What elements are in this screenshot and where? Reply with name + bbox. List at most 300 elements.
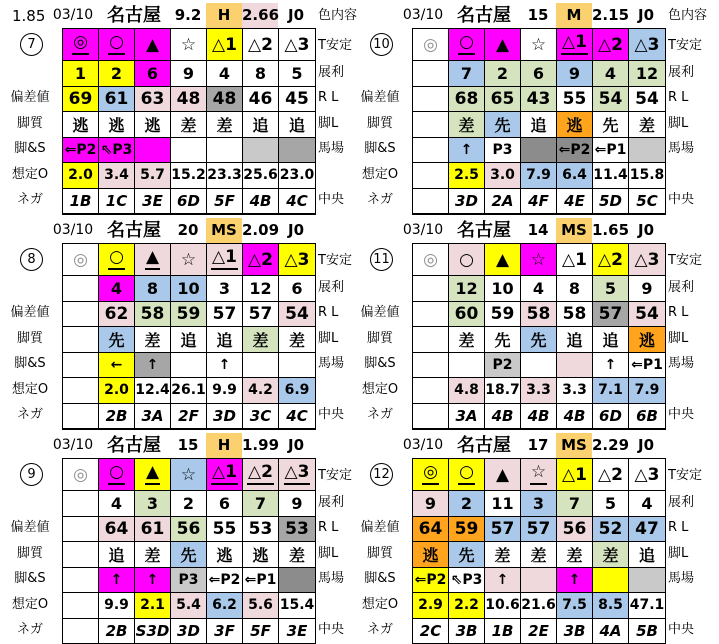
table-cell-hensachi[interactable] xyxy=(135,87,171,113)
table-cell-tenri[interactable] xyxy=(593,276,629,302)
table-cell-soutei-o[interactable] xyxy=(593,163,629,189)
table-cell-nega[interactable] xyxy=(99,189,135,215)
table-cell-marks[interactable] xyxy=(521,29,557,61)
table-cell-tenri[interactable] xyxy=(135,491,171,517)
table-cell-tenri[interactable] xyxy=(629,61,665,87)
table-cell-hensachi[interactable] xyxy=(629,302,665,328)
table-cell-hensachi[interactable] xyxy=(557,517,593,543)
table-cell-hensachi[interactable] xyxy=(557,87,593,113)
table-cell-tenri[interactable] xyxy=(63,491,99,517)
table-cell-nega[interactable] xyxy=(593,404,629,430)
table-cell-soutei-o[interactable] xyxy=(593,378,629,404)
table-cell-marks[interactable] xyxy=(485,29,521,61)
table-cell-marks[interactable] xyxy=(557,29,593,61)
table-cell-soutei-o[interactable] xyxy=(99,593,135,619)
table-cell-kyakushitsu[interactable] xyxy=(171,542,207,568)
table-cell-soutei-o[interactable] xyxy=(593,593,629,619)
table-cell-kyakushitsu[interactable] xyxy=(521,542,557,568)
table-cell-hensachi[interactable] xyxy=(521,87,557,113)
table-cell-kyakushitsu[interactable] xyxy=(449,542,485,568)
table-cell-tenri[interactable] xyxy=(485,61,521,87)
table-cell-nega[interactable] xyxy=(207,404,243,430)
table-cell-nega[interactable] xyxy=(557,189,593,215)
table-cell-hensachi[interactable] xyxy=(593,302,629,328)
table-cell-kyaku-s[interactable] xyxy=(557,353,593,379)
table-cell-kyaku-s[interactable] xyxy=(279,138,315,164)
table-cell-kyakushitsu[interactable] xyxy=(557,327,593,353)
table-cell-tenri[interactable] xyxy=(171,276,207,302)
table-cell-tenri[interactable] xyxy=(413,276,449,302)
table-cell-kyaku-s[interactable] xyxy=(485,353,521,379)
table-cell-marks[interactable] xyxy=(485,459,521,491)
table-cell-nega[interactable] xyxy=(485,189,521,215)
cell-text: △3 xyxy=(284,34,310,55)
table-cell-kyakushitsu[interactable] xyxy=(63,542,99,568)
table-cell-kyakushitsu[interactable] xyxy=(99,112,135,138)
table-cell-tenri[interactable] xyxy=(207,276,243,302)
table-cell-hensachi[interactable] xyxy=(171,302,207,328)
table-cell-nega[interactable] xyxy=(171,619,207,644)
table-cell-kyakushitsu[interactable] xyxy=(63,327,99,353)
table-cell-hensachi[interactable] xyxy=(279,517,315,543)
table-cell-soutei-o[interactable] xyxy=(629,378,665,404)
table-cell-soutei-o[interactable] xyxy=(485,378,521,404)
table-cell-nega[interactable] xyxy=(485,404,521,430)
table-cell-kyakushitsu[interactable] xyxy=(279,327,315,353)
table-cell-nega[interactable] xyxy=(521,619,557,644)
table-cell-tenri[interactable] xyxy=(449,491,485,517)
table-cell-nega[interactable] xyxy=(63,619,99,644)
table-cell-soutei-o[interactable] xyxy=(171,593,207,619)
table-cell-soutei-o[interactable] xyxy=(63,163,99,189)
table-cell-kyakushitsu[interactable] xyxy=(207,542,243,568)
table-cell-marks[interactable] xyxy=(135,244,171,276)
table-cell-kyakushitsu[interactable] xyxy=(207,112,243,138)
table-cell-kyaku-s[interactable] xyxy=(135,138,171,164)
table-cell-nega[interactable] xyxy=(413,404,449,430)
table-cell-marks[interactable] xyxy=(557,459,593,491)
table-cell-kyaku-s[interactable] xyxy=(449,138,485,164)
table-cell-marks[interactable] xyxy=(629,244,665,276)
table-cell-soutei-o[interactable] xyxy=(207,163,243,189)
table-cell-tenri[interactable] xyxy=(63,61,99,87)
table-cell-nega[interactable] xyxy=(99,619,135,644)
table-cell-nega[interactable] xyxy=(413,619,449,644)
table-cell-nega[interactable] xyxy=(135,619,171,644)
table-cell-nega[interactable] xyxy=(629,619,665,644)
table-cell-hensachi[interactable] xyxy=(521,302,557,328)
table-cell-nega[interactable] xyxy=(135,189,171,215)
table-cell-kyaku-s[interactable] xyxy=(171,353,207,379)
table-cell-hensachi[interactable] xyxy=(207,302,243,328)
table-cell-tenri[interactable] xyxy=(521,61,557,87)
table-cell-kyaku-s[interactable] xyxy=(171,138,207,164)
table-cell-nega[interactable] xyxy=(135,404,171,430)
table-cell-tenri[interactable] xyxy=(485,276,521,302)
table-cell-kyakushitsu[interactable] xyxy=(413,327,449,353)
table-cell-hensachi[interactable] xyxy=(99,302,135,328)
table-cell-tenri[interactable] xyxy=(557,491,593,517)
table-cell-kyakushitsu[interactable] xyxy=(449,112,485,138)
table-cell-tenri[interactable] xyxy=(413,491,449,517)
table-cell-hensachi[interactable] xyxy=(449,87,485,113)
table-cell-kyakushitsu[interactable] xyxy=(279,542,315,568)
table-cell-nega[interactable] xyxy=(171,404,207,430)
table-cell-marks[interactable] xyxy=(413,244,449,276)
table-cell-soutei-o[interactable] xyxy=(279,378,315,404)
table-cell-tenri[interactable] xyxy=(629,491,665,517)
table-cell-tenri[interactable] xyxy=(207,61,243,87)
table-cell-nega[interactable] xyxy=(171,189,207,215)
table-cell-hensachi[interactable] xyxy=(63,517,99,543)
table-cell-hensachi[interactable] xyxy=(413,87,449,113)
table-cell-kyaku-s[interactable] xyxy=(557,138,593,164)
table-cell-marks[interactable] xyxy=(135,29,171,61)
cell-text: △1 xyxy=(562,249,587,270)
table-cell-tenri[interactable] xyxy=(243,276,279,302)
table-cell-nega[interactable] xyxy=(629,404,665,430)
table-cell-marks[interactable] xyxy=(593,459,629,491)
table-cell-kyaku-s[interactable] xyxy=(449,568,485,594)
table-cell-tenri[interactable] xyxy=(449,276,485,302)
table-cell-tenri[interactable] xyxy=(171,61,207,87)
table-cell-kyaku-s[interactable] xyxy=(243,138,279,164)
table-cell-kyaku-s[interactable] xyxy=(99,138,135,164)
table-cell-soutei-o[interactable] xyxy=(171,378,207,404)
table-cell-hensachi[interactable] xyxy=(413,517,449,543)
table-cell-kyaku-s[interactable] xyxy=(99,353,135,379)
table-cell-soutei-o[interactable] xyxy=(557,378,593,404)
table-cell-soutei-o[interactable] xyxy=(279,593,315,619)
table-cell-marks[interactable] xyxy=(207,29,243,61)
table-cell-kyakushitsu[interactable] xyxy=(243,542,279,568)
table-cell-marks[interactable] xyxy=(413,29,449,61)
table-cell-hensachi[interactable] xyxy=(279,302,315,328)
table-cell-kyakushitsu[interactable] xyxy=(135,327,171,353)
table-cell-hensachi[interactable] xyxy=(557,302,593,328)
table-cell-soutei-o[interactable] xyxy=(557,163,593,189)
table-cell-soutei-o[interactable] xyxy=(629,593,665,619)
table-cell-nega[interactable] xyxy=(593,189,629,215)
table-cell-kyakushitsu[interactable] xyxy=(243,112,279,138)
table-cell-marks[interactable] xyxy=(279,244,315,276)
table-cell-soutei-o[interactable] xyxy=(135,593,171,619)
table-cell-kyakushitsu[interactable] xyxy=(207,327,243,353)
table-cell-hensachi[interactable] xyxy=(99,87,135,113)
table-cell-marks[interactable] xyxy=(521,244,557,276)
table-cell-tenri[interactable] xyxy=(171,491,207,517)
table-cell-hensachi[interactable] xyxy=(171,517,207,543)
table-cell-marks[interactable] xyxy=(135,459,171,491)
table-cell-kyaku-s[interactable] xyxy=(629,138,665,164)
table-cell-soutei-o[interactable] xyxy=(413,163,449,189)
table-cell-hensachi[interactable] xyxy=(171,87,207,113)
table-cell-marks[interactable] xyxy=(243,29,279,61)
table-cell-hensachi[interactable] xyxy=(243,517,279,543)
table-cell-kyaku-s[interactable] xyxy=(629,353,665,379)
table-cell-tenri[interactable] xyxy=(135,61,171,87)
table-cell-kyaku-s[interactable] xyxy=(593,568,629,594)
table-cell-marks[interactable] xyxy=(521,459,557,491)
table-cell-nega[interactable] xyxy=(279,619,315,644)
cell-text: ↑ xyxy=(604,356,617,373)
table-cell-nega[interactable] xyxy=(207,189,243,215)
table-cell-marks[interactable] xyxy=(593,29,629,61)
table-cell-kyakushitsu[interactable] xyxy=(557,542,593,568)
table-cell-marks[interactable] xyxy=(413,459,449,491)
table-cell-kyaku-s[interactable] xyxy=(207,353,243,379)
table-cell-kyaku-s[interactable] xyxy=(593,138,629,164)
table-cell-kyakushitsu[interactable] xyxy=(413,542,449,568)
table-cell-kyakushitsu[interactable] xyxy=(593,327,629,353)
table-cell-kyakushitsu[interactable] xyxy=(135,112,171,138)
table-cell-kyakushitsu[interactable] xyxy=(99,327,135,353)
table-cell-kyaku-s[interactable] xyxy=(629,568,665,594)
table-cell-soutei-o[interactable] xyxy=(485,163,521,189)
table-cell-soutei-o[interactable] xyxy=(63,378,99,404)
table-cell-kyakushitsu[interactable] xyxy=(485,327,521,353)
table-cell-hensachi[interactable] xyxy=(413,302,449,328)
table-cell-nega[interactable] xyxy=(449,189,485,215)
table-cell-marks[interactable] xyxy=(99,244,135,276)
table-cell-nega[interactable] xyxy=(557,619,593,644)
table-cell-tenri[interactable] xyxy=(593,61,629,87)
table-cell-nega[interactable] xyxy=(243,189,279,215)
table-cell-kyakushitsu[interactable] xyxy=(279,112,315,138)
table-cell-kyakushitsu[interactable] xyxy=(557,112,593,138)
table-cell-tenri[interactable] xyxy=(557,61,593,87)
table-cell-nega[interactable] xyxy=(63,404,99,430)
row-label-right: T安定 xyxy=(668,253,702,268)
table-cell-tenri[interactable] xyxy=(521,276,557,302)
table-cell-kyaku-s[interactable] xyxy=(521,568,557,594)
table-cell-tenri[interactable] xyxy=(207,491,243,517)
table-cell-marks[interactable] xyxy=(243,459,279,491)
table-cell-kyaku-s[interactable] xyxy=(413,138,449,164)
table-cell-soutei-o[interactable] xyxy=(135,163,171,189)
table-cell-marks[interactable] xyxy=(171,459,207,491)
table-cell-kyakushitsu[interactable] xyxy=(413,112,449,138)
table-cell-soutei-o[interactable] xyxy=(171,163,207,189)
table-cell-kyaku-s[interactable] xyxy=(521,138,557,164)
table-cell-kyaku-s[interactable] xyxy=(63,138,99,164)
table-cell-soutei-o[interactable] xyxy=(243,378,279,404)
table-cell-nega[interactable] xyxy=(279,189,315,215)
table-cell-soutei-o[interactable] xyxy=(521,163,557,189)
table-cell-kyakushitsu[interactable] xyxy=(629,542,665,568)
table-cell-marks[interactable] xyxy=(279,29,315,61)
table-cell-tenri[interactable] xyxy=(593,491,629,517)
table-cell-kyakushitsu[interactable] xyxy=(485,112,521,138)
table-cell-hensachi[interactable] xyxy=(593,87,629,113)
table-cell-soutei-o[interactable] xyxy=(557,593,593,619)
table-cell-kyaku-s[interactable] xyxy=(593,353,629,379)
table-cell-nega[interactable] xyxy=(243,619,279,644)
table-cell-tenri[interactable] xyxy=(279,61,315,87)
table-cell-tenri[interactable] xyxy=(279,491,315,517)
table-cell-kyaku-s[interactable] xyxy=(485,138,521,164)
table-cell-marks[interactable] xyxy=(207,459,243,491)
table-cell-kyaku-s[interactable] xyxy=(413,568,449,594)
table-cell-hensachi[interactable] xyxy=(485,302,521,328)
table-cell-nega[interactable] xyxy=(243,404,279,430)
table-cell-soutei-o[interactable] xyxy=(207,593,243,619)
table-cell-marks[interactable] xyxy=(449,459,485,491)
table-cell-kyaku-s[interactable] xyxy=(171,568,207,594)
table-cell-marks[interactable] xyxy=(629,29,665,61)
table-cell-kyaku-s[interactable] xyxy=(135,353,171,379)
table-cell-nega[interactable] xyxy=(449,619,485,644)
table-cell-hensachi[interactable] xyxy=(135,302,171,328)
table-cell-soutei-o[interactable] xyxy=(135,378,171,404)
table-cell-nega[interactable] xyxy=(557,404,593,430)
table-cell-kyaku-s[interactable] xyxy=(243,568,279,594)
table-cell-kyaku-s[interactable] xyxy=(207,138,243,164)
table-cell-kyaku-s[interactable] xyxy=(279,353,315,379)
table-cell-kyakushitsu[interactable] xyxy=(485,542,521,568)
table-cell-tenri[interactable] xyxy=(279,276,315,302)
table-cell-tenri[interactable] xyxy=(449,61,485,87)
table-cell-tenri[interactable] xyxy=(521,491,557,517)
cell-text: 2 xyxy=(182,493,195,513)
table-cell-marks[interactable] xyxy=(207,244,243,276)
table-cell-marks[interactable] xyxy=(485,244,521,276)
table-cell-kyakushitsu[interactable] xyxy=(521,112,557,138)
table-cell-hensachi[interactable] xyxy=(449,302,485,328)
table-cell-soutei-o[interactable] xyxy=(521,378,557,404)
table-cell-tenri[interactable] xyxy=(135,276,171,302)
table-cell-soutei-o[interactable] xyxy=(413,378,449,404)
table-cell-marks[interactable] xyxy=(593,244,629,276)
table-cell-kyaku-s[interactable] xyxy=(557,568,593,594)
table-cell-soutei-o[interactable] xyxy=(629,163,665,189)
table-cell-nega[interactable] xyxy=(99,404,135,430)
table-cell-kyaku-s[interactable] xyxy=(485,568,521,594)
table-cell-soutei-o[interactable] xyxy=(99,163,135,189)
table-cell-hensachi[interactable] xyxy=(629,87,665,113)
table-cell-soutei-o[interactable] xyxy=(449,378,485,404)
table-cell-nega[interactable] xyxy=(521,189,557,215)
table-cell-tenri[interactable] xyxy=(243,491,279,517)
table-cell-marks[interactable] xyxy=(63,244,99,276)
table-cell-hensachi[interactable] xyxy=(243,87,279,113)
table-cell-kyakushitsu[interactable] xyxy=(99,542,135,568)
table-cell-hensachi[interactable] xyxy=(485,517,521,543)
table-cell-kyakushitsu[interactable] xyxy=(629,112,665,138)
table-cell-soutei-o[interactable] xyxy=(413,593,449,619)
table-cell-marks[interactable] xyxy=(63,29,99,61)
table-cell-soutei-o[interactable] xyxy=(243,593,279,619)
table-cell-kyakushitsu[interactable] xyxy=(63,112,99,138)
table-cell-marks[interactable] xyxy=(99,459,135,491)
table-cell-kyakushitsu[interactable] xyxy=(521,327,557,353)
table-cell-hensachi[interactable] xyxy=(135,517,171,543)
table-cell-marks[interactable] xyxy=(99,29,135,61)
table-cell-marks[interactable] xyxy=(171,29,207,61)
table-cell-hensachi[interactable] xyxy=(63,302,99,328)
table-cell-tenri[interactable] xyxy=(413,61,449,87)
table-cell-kyaku-s[interactable] xyxy=(243,353,279,379)
table-cell-kyakushitsu[interactable] xyxy=(629,327,665,353)
table-cell-soutei-o[interactable] xyxy=(521,593,557,619)
table-cell-soutei-o[interactable] xyxy=(449,593,485,619)
table-cell-kyakushitsu[interactable] xyxy=(243,327,279,353)
table-cell-kyaku-s[interactable] xyxy=(135,568,171,594)
table-cell-nega[interactable] xyxy=(521,404,557,430)
table-cell-nega[interactable] xyxy=(413,189,449,215)
table-cell-marks[interactable] xyxy=(171,244,207,276)
table-cell-hensachi[interactable] xyxy=(63,87,99,113)
table-cell-tenri[interactable] xyxy=(99,276,135,302)
table-cell-marks[interactable] xyxy=(63,459,99,491)
table-cell-hensachi[interactable] xyxy=(243,302,279,328)
table-cell-kyakushitsu[interactable] xyxy=(593,542,629,568)
table-cell-tenri[interactable] xyxy=(63,276,99,302)
table-cell-kyaku-s[interactable] xyxy=(207,568,243,594)
table-cell-hensachi[interactable] xyxy=(207,87,243,113)
table-cell-tenri[interactable] xyxy=(485,491,521,517)
table-cell-tenri[interactable] xyxy=(557,276,593,302)
table-cell-kyakushitsu[interactable] xyxy=(135,542,171,568)
table-cell-nega[interactable] xyxy=(485,619,521,644)
table-cell-soutei-o[interactable] xyxy=(63,593,99,619)
table-cell-hensachi[interactable] xyxy=(593,517,629,543)
table-cell-kyaku-s[interactable] xyxy=(449,353,485,379)
table-cell-soutei-o[interactable] xyxy=(99,378,135,404)
table-cell-soutei-o[interactable] xyxy=(485,593,521,619)
table-cell-soutei-o[interactable] xyxy=(243,163,279,189)
table-cell-kyakushitsu[interactable] xyxy=(593,112,629,138)
table-cell-nega[interactable] xyxy=(449,404,485,430)
table-cell-hensachi[interactable] xyxy=(449,517,485,543)
table-cell-marks[interactable] xyxy=(629,459,665,491)
table-cell-nega[interactable] xyxy=(63,189,99,215)
table-cell-marks[interactable] xyxy=(279,459,315,491)
table-cell-tenri[interactable] xyxy=(99,61,135,87)
table-cell-marks[interactable] xyxy=(449,244,485,276)
table-cell-soutei-o[interactable] xyxy=(449,163,485,189)
table-cell-soutei-o[interactable] xyxy=(207,378,243,404)
table-cell-soutei-o[interactable] xyxy=(279,163,315,189)
table-cell-marks[interactable] xyxy=(449,29,485,61)
table-cell-kyaku-s[interactable] xyxy=(99,568,135,594)
table-cell-marks[interactable] xyxy=(243,244,279,276)
table-cell-nega[interactable] xyxy=(629,189,665,215)
cell-text: 9.9 xyxy=(212,382,237,399)
table-cell-kyakushitsu[interactable] xyxy=(171,327,207,353)
table-cell-kyaku-s[interactable] xyxy=(521,353,557,379)
table-cell-tenri[interactable] xyxy=(243,61,279,87)
table-cell-nega[interactable] xyxy=(279,404,315,430)
table-cell-nega[interactable] xyxy=(593,619,629,644)
table-cell-hensachi[interactable] xyxy=(485,87,521,113)
table-cell-hensachi[interactable] xyxy=(207,517,243,543)
table-cell-hensachi[interactable] xyxy=(521,517,557,543)
table-cell-tenri[interactable] xyxy=(99,491,135,517)
table-cell-kyaku-s[interactable] xyxy=(413,353,449,379)
table-cell-tenri[interactable] xyxy=(629,276,665,302)
table-cell-kyaku-s[interactable] xyxy=(279,568,315,594)
table-cell-kyakushitsu[interactable] xyxy=(171,112,207,138)
table-cell-nega[interactable] xyxy=(207,619,243,644)
table-cell-kyaku-s[interactable] xyxy=(63,568,99,594)
table-cell-kyaku-s[interactable] xyxy=(63,353,99,379)
table-cell-kyakushitsu[interactable] xyxy=(449,327,485,353)
table-cell-hensachi[interactable] xyxy=(629,517,665,543)
table-cell-marks[interactable] xyxy=(557,244,593,276)
table-cell-hensachi[interactable] xyxy=(99,517,135,543)
table-cell-hensachi[interactable] xyxy=(279,87,315,113)
